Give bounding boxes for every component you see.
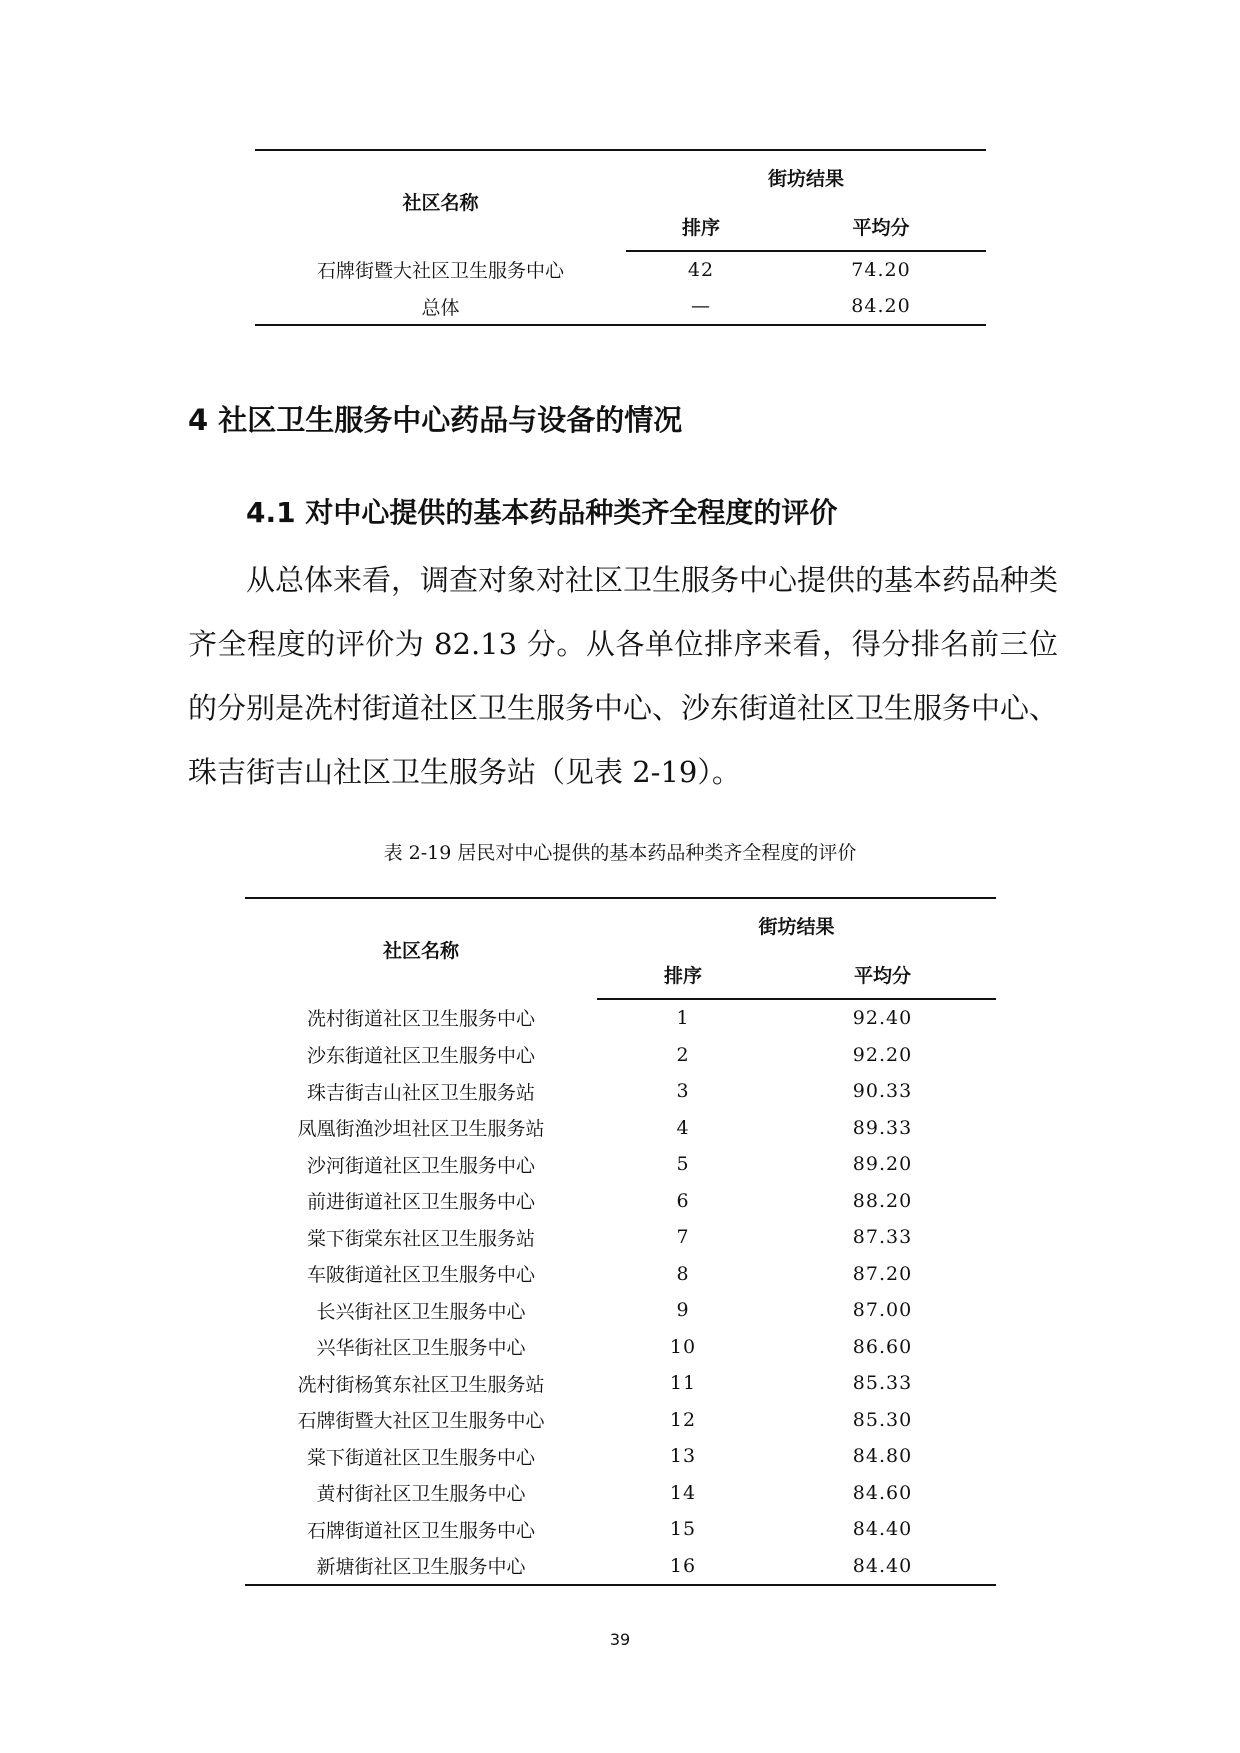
rank-cell: 42: [687, 259, 715, 281]
rank-cell: 4: [676, 1116, 690, 1139]
community-name-cell: 长兴街社区卫生服务中心: [316, 1300, 526, 1323]
col-header-rank: 排序: [626, 203, 776, 251]
rank-cell: 12: [669, 1408, 697, 1431]
table-row: [245, 1511, 996, 1548]
community-name-cell: 冼村街杨箕东社区卫生服务站: [297, 1373, 545, 1396]
previous-table-body: [255, 251, 986, 325]
col-header-community-name: 社区名称: [255, 150, 626, 251]
community-name-cell: 兴华街社区卫生服务中心: [316, 1337, 526, 1360]
rank-cell: 13: [669, 1445, 697, 1468]
rank-cell: 14: [669, 1481, 697, 1504]
community-name-cell: 珠吉街吉山社区卫生服务站: [306, 1081, 535, 1104]
table-row: [245, 1402, 996, 1439]
rank-cell: 15: [669, 1518, 697, 1541]
average-score-cell: 84.20: [776, 288, 986, 325]
table-row: [245, 1219, 996, 1256]
table-row: [245, 1329, 996, 1366]
average-score-cell: 89.20: [852, 1153, 913, 1176]
table-row: [245, 1292, 996, 1329]
average-score-cell: 86.60: [852, 1335, 913, 1358]
rank-cell: 3: [676, 1080, 690, 1103]
average-score-cell: 88.20: [852, 1189, 913, 1212]
col-header-rank: 排序: [597, 951, 769, 999]
table-row: [245, 1183, 996, 1220]
average-score-cell: 87.20: [852, 1262, 913, 1285]
subsection-heading: 4.1 对中心提供的基本药品种类齐全程度的评价: [246, 496, 838, 529]
average-score-cell: 84.40: [852, 1518, 913, 1541]
average-score-cell: 87.00: [852, 1299, 913, 1322]
community-name-cell: 前进街道社区卫生服务中心: [306, 1191, 535, 1214]
table-caption: 表 2-19 居民对中心提供的基本药品种类齐全程度的评价: [383, 842, 857, 864]
average-score-cell: 92.40: [852, 1007, 913, 1030]
rank-cell: 1: [676, 1007, 690, 1030]
average-score-cell: 84.60: [852, 1481, 913, 1504]
community-name-cell: 石牌街暨大社区卫生服务中心: [316, 260, 564, 282]
table-row: [255, 251, 986, 288]
rank-cell: 8: [676, 1262, 690, 1285]
body-paragraph: 从总体来看，调查对象对社区卫生服务中心提供的基本药品种类齐全程度的评价为 82.13 分。从各单位排序来看，得分排名前三位的分别是冼村街道社区卫生服务中心、沙东街道社区卫生服务中心、珠吉街吉山社区卫生服务站（见表 2-19）。: [188, 563, 1059, 789]
rank-cell: 9: [676, 1299, 690, 1322]
rank-cell: 11: [669, 1372, 697, 1395]
average-score-cell: 90.33: [852, 1080, 913, 1103]
community-name-cell: 冼村街道社区卫生服务中心: [306, 1008, 535, 1031]
col-header-average: 平均分: [769, 951, 996, 999]
community-name-cell: 沙东街道社区卫生服务中心: [306, 1045, 535, 1068]
community-name-cell: 棠下街道社区卫生服务中心: [306, 1446, 535, 1469]
table-row: [245, 1365, 996, 1402]
rank-cell: 2: [676, 1043, 690, 1066]
table-row: [245, 1146, 996, 1183]
community-name-cell: 棠下街棠东社区卫生服务站: [306, 1227, 535, 1250]
table-row: [245, 1037, 996, 1074]
community-name-cell: 新塘街社区卫生服务中心: [245, 1548, 597, 1586]
table-row: [245, 1073, 996, 1110]
table-row: [255, 288, 986, 325]
average-score-cell: 84.80: [852, 1445, 913, 1468]
rank-cell: 16: [597, 1548, 769, 1586]
average-score-cell: 84.40: [769, 1548, 996, 1586]
table-row: [245, 1475, 996, 1512]
previous-results-table: [255, 149, 986, 326]
community-name-cell: 石牌街道社区卫生服务中心: [306, 1519, 535, 1542]
col-header-community-name: 社区名称: [245, 898, 597, 999]
average-score-cell: 74.20: [851, 259, 911, 281]
average-score-cell: 87.33: [852, 1226, 913, 1249]
table-row: [245, 1110, 996, 1147]
table-body: [245, 999, 996, 1585]
col-header-street-results: 街坊结果: [597, 898, 996, 951]
community-name-cell: 沙河街道社区卫生服务中心: [306, 1154, 535, 1177]
community-name-cell: 总体: [255, 288, 626, 325]
rank-cell: 6: [676, 1189, 690, 1212]
average-score-cell: 85.33: [852, 1372, 913, 1395]
community-name-cell: 车陂街道社区卫生服务中心: [306, 1264, 535, 1287]
table-row: [245, 1548, 996, 1586]
rank-cell: —: [626, 288, 776, 325]
average-score-cell: 89.33: [852, 1116, 913, 1139]
section-heading: 4 社区卫生服务中心药品与设备的情况: [188, 403, 683, 437]
community-name-cell: 黄村街社区卫生服务中心: [316, 1483, 526, 1506]
col-header-average: 平均分: [776, 203, 986, 251]
average-score-cell: 85.30: [852, 1408, 913, 1431]
table-row: [245, 1256, 996, 1293]
community-name-cell: 凤凰街渔沙坦社区卫生服务站: [297, 1118, 545, 1141]
rank-cell: 7: [676, 1226, 690, 1249]
table-row: [245, 1438, 996, 1475]
col-header-street-results: 街坊结果: [626, 150, 986, 203]
table-row: [245, 999, 996, 1037]
rank-cell: 10: [669, 1335, 697, 1358]
average-score-cell: 92.20: [852, 1043, 913, 1066]
community-name-cell: 石牌街暨大社区卫生服务中心: [297, 1410, 545, 1433]
page-number: 39: [609, 1630, 631, 1649]
medicine-evaluation-table: [245, 897, 996, 1586]
rank-cell: 5: [676, 1153, 690, 1176]
